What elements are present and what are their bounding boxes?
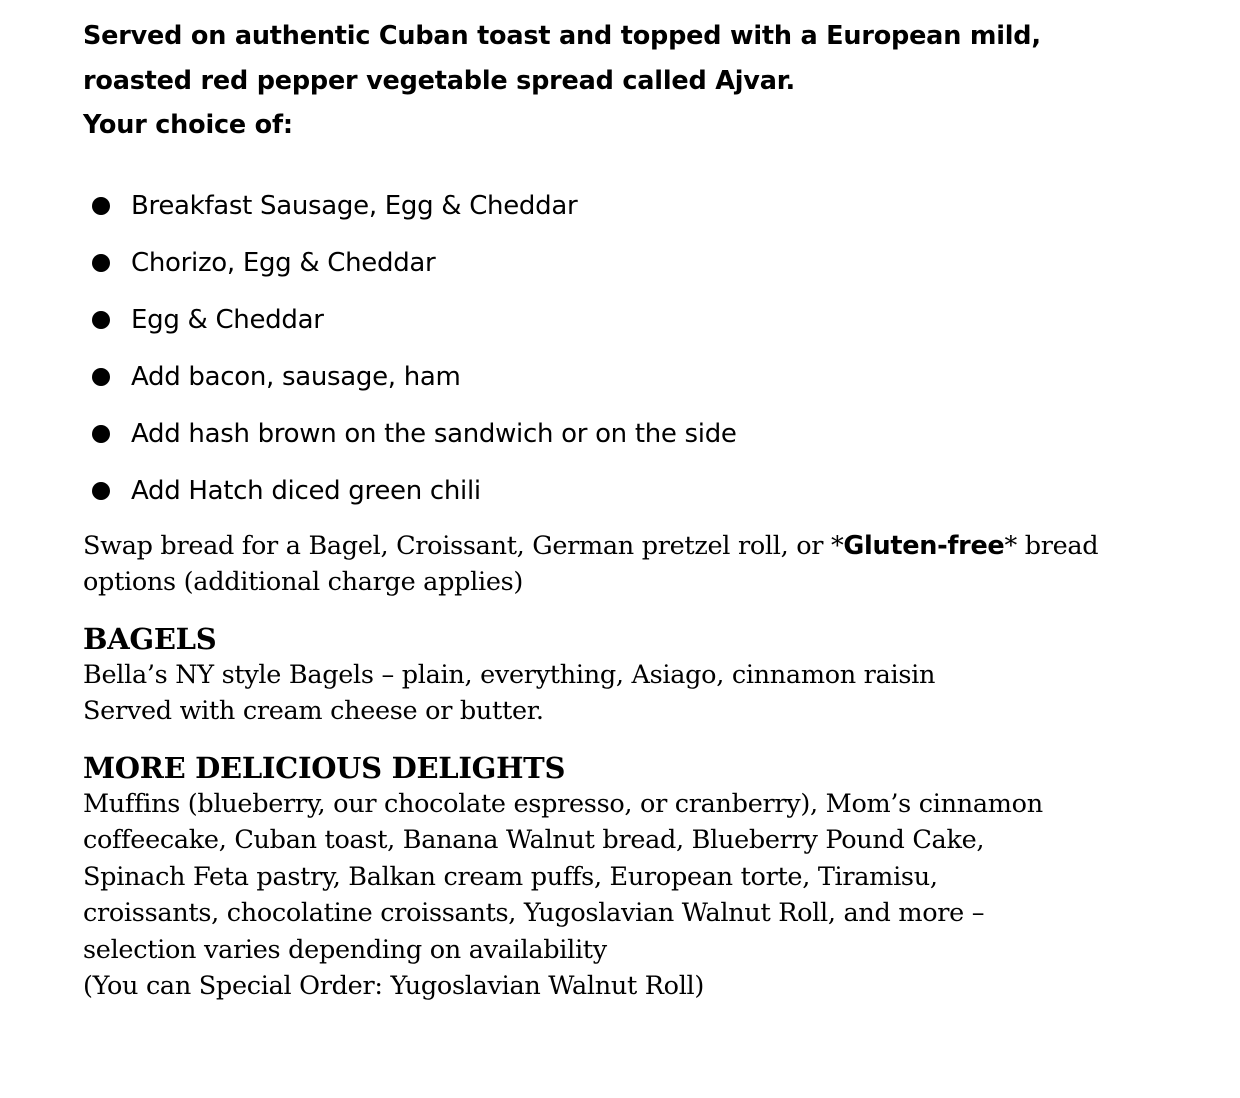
- intro-text: [83, 14, 1203, 148]
- bread-swap-text: Swap bread for a Bagel, Croissant, German pretzel roll, or *: [83, 530, 844, 561]
- bread-swap-text-end: * bread: [1004, 530, 1099, 561]
- more-delights-heading: MORE DELICIOUS DELIGHTS: [83, 750, 566, 785]
- more-delights-line: croissants, chocolatine croissants, Yugoslavian Walnut Roll, and more –: [83, 898, 985, 928]
- bullet-icon: [92, 368, 110, 386]
- list-item-label: Add Hatch diced green chili: [131, 475, 481, 506]
- intro-line: Served on authentic Cuban toast and topped with a European mild,: [83, 21, 1041, 51]
- list-item-label: Add bacon, sausage, ham: [131, 361, 461, 392]
- more-delights-line: Muffins (blueberry, our chocolate espresso, or cranberry), Mom’s cinnamon: [83, 788, 1043, 819]
- bullet-icon: [92, 425, 110, 443]
- list-item: [83, 235, 1203, 292]
- list-item: [83, 349, 1203, 406]
- list-item-label: Egg & Cheddar: [131, 304, 324, 335]
- bagels-line: Served with cream cheese or butter.: [83, 696, 544, 726]
- bullet-icon: [92, 311, 110, 329]
- bread-swap-note: [83, 528, 1203, 601]
- more-delights-line: selection varies depending on availability: [83, 934, 607, 965]
- more-delights-line: coffeecake, Cuban toast, Banana Walnut bread, Blueberry Pound Cake,: [83, 825, 985, 855]
- gluten-free-label: Gluten-free: [843, 530, 1005, 561]
- list-item: [83, 406, 1203, 463]
- more-delights-description: [83, 786, 1203, 1005]
- bullet-icon: [92, 197, 110, 215]
- bullet-icon: [92, 254, 110, 272]
- list-item-label: Breakfast Sausage, Egg & Cheddar: [131, 190, 578, 221]
- bullet-icon: [92, 482, 110, 500]
- special-order-note: (You can Special Order: Yugoslavian Walnut Roll): [83, 971, 705, 1001]
- list-item: [83, 463, 1203, 520]
- list-item-label: Add hash brown on the sandwich or on the side: [131, 418, 737, 449]
- bagels-description: [83, 657, 1203, 730]
- list-item-label: Chorizo, Egg & Cheddar: [131, 247, 436, 278]
- bread-swap-line: [83, 528, 1203, 565]
- bagels-line: Bella’s NY style Bagels – plain, everything, Asiago, cinnamon raisin: [83, 659, 936, 690]
- intro-choice-label: Your choice of:: [83, 110, 293, 140]
- list-item: [83, 292, 1203, 349]
- choice-list: [83, 178, 1203, 520]
- bagels-heading: BAGELS: [83, 621, 217, 656]
- more-delights-line: Spinach Feta pastry, Balkan cream puffs, European torte, Tiramisu,: [83, 861, 938, 892]
- bread-swap-line-2: options (additional charge applies): [83, 567, 524, 597]
- menu-page: [83, 0, 1203, 1005]
- list-item: [83, 178, 1203, 235]
- intro-line: roasted red pepper vegetable spread called Ajvar.: [83, 65, 795, 96]
